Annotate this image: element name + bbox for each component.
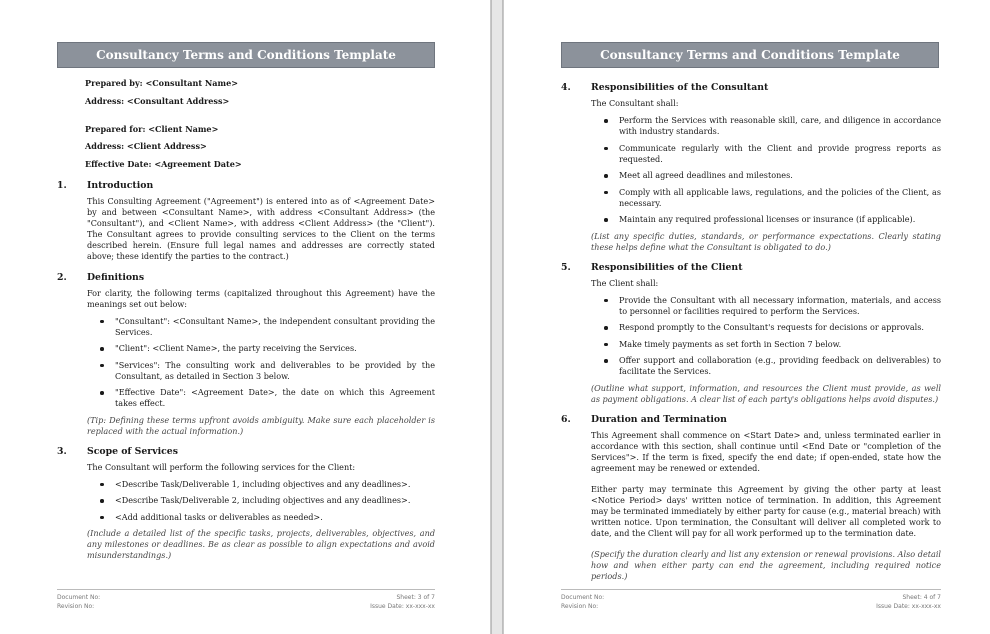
revision-number: Revision No:: [561, 603, 599, 610]
list-item: Comply with all applicable laws, regulations, and the policies of the Client, as necessary.: [591, 187, 941, 209]
list-item: "Services": The consulting work and deliverables to be provided by the Consultant, as detailed in Section 3 below.: [87, 360, 435, 382]
section-title: Duration and Termination: [591, 413, 727, 425]
issue-date: Issue Date: xx-xxx-xx: [370, 603, 435, 610]
section-heading: [57, 446, 435, 457]
section-heading: [57, 272, 435, 283]
revision-number: Revision No:: [57, 603, 95, 610]
bullet-icon: [100, 391, 104, 395]
list-item: Make timely payments as set forth in Section 7 below.: [591, 339, 941, 350]
definitions-list: [87, 316, 435, 410]
list-item: "Client": <Client Name>, the party receiving the Services.: [87, 343, 435, 354]
sheet-number: Sheet: 3 of 7: [396, 594, 435, 601]
bullet-icon: [100, 483, 104, 487]
section-number: 5.: [561, 261, 571, 273]
list-item: "Effective Date": <Agreement Date>, the date on which this Agreement takes effect.: [87, 387, 435, 409]
client-duties-list: [591, 295, 941, 378]
section-title: Definitions: [87, 271, 145, 283]
bullet-icon: [604, 326, 608, 330]
section-note: (Tip: Defining these terms upfront avoids ambiguity. Make sure each placeholder is replaced with the actual information.): [87, 414, 435, 436]
section-title: Responsibilities of the Client: [591, 261, 743, 273]
page-content: [561, 78, 941, 591]
section-paragraph: This Consulting Agreement ("Agreement") is entered into as of <Agreement Date> by and between <Consultant Name>, with address <Consultant Address> (the "Consultant"), and <Client Name>, with address <Client Address> (the "Client"). The Consultant agrees to provide consulting services to the Client on the terms described herein. (Ensure full legal names and addresses are correctly stated above; these identify the parties to the contract.): [87, 195, 435, 261]
list-item: Perform the Services with reasonable skill, care, and diligence in accordance with industry standards.: [591, 115, 941, 137]
bullet-icon: [604, 147, 608, 151]
bullet-icon: [604, 218, 608, 222]
section-title: Introduction: [87, 179, 154, 191]
effective-date: Effective Date: <Agreement Date>: [85, 158, 242, 169]
bullet-icon: [604, 299, 608, 303]
bullet-icon: [100, 499, 104, 503]
section-heading: [561, 414, 941, 425]
section-title: Scope of Services: [87, 445, 178, 457]
document-page-3: [0, 0, 491, 634]
list-item: <Describe Task/Deliverable 1, including objectives and any deadlines>.: [87, 479, 435, 490]
document-number: Document No:: [57, 594, 101, 601]
sheet-number: Sheet: 4 of 7: [902, 594, 941, 601]
section-paragraph: The Consultant will perform the following services for the Client:: [87, 461, 356, 472]
page-gutter: [491, 0, 503, 634]
section-paragraph: The Consultant shall:: [591, 98, 679, 108]
consultant-address: Address: <Consultant Address>: [85, 95, 230, 106]
section-number: 1.: [57, 179, 67, 191]
list-item: <Describe Task/Deliverable 2, including objectives and any deadlines>.: [87, 495, 435, 506]
section-note: (Include a detailed list of the specific tasks, projects, deliverables, objectives, and any milestones or deadlines. Be as clear as possible to align expectations and avoid misunderstandings.): [87, 528, 435, 560]
page-header-banner: Consultancy Terms and Conditions Template: [57, 42, 435, 68]
document-page-4: [503, 0, 990, 634]
list-item: "Consultant": <Consultant Name>, the independent consultant providing the Services.: [87, 316, 435, 338]
list-item: Offer support and collaboration (e.g., providing feedback on deliverables) to facilitate the Services.: [591, 355, 941, 377]
list-item: Provide the Consultant with all necessary information, materials, and access to personnel or facilities required to perform the Services.: [591, 295, 941, 317]
bullet-icon: [604, 343, 608, 347]
issue-date: Issue Date: xx-xxx-xx: [876, 603, 941, 610]
prepared-for: Prepared for: <Client Name>: [85, 123, 219, 134]
section-paragraph: The Client shall:: [591, 277, 659, 288]
section-number: 4.: [561, 82, 571, 93]
section-number: 6.: [561, 413, 571, 425]
section-number: 3.: [57, 445, 67, 457]
bullet-icon: [604, 119, 608, 123]
services-list: [87, 479, 435, 523]
page-footer: [57, 589, 435, 611]
section-heading: [57, 180, 435, 191]
section-paragraph: Either party may terminate this Agreement by giving the other party at least <Notice Period> days' written notice of termination. In addition, this Agreement may be terminated immediately by either party for cause (e.g., material breach) with written notice. Upon termination, the Consultant will deliver all completed work to date, and the Client will pay for all work performed up to the termination date.: [591, 483, 941, 538]
section-number: 2.: [57, 271, 67, 283]
client-address: Address: <Client Address>: [85, 141, 207, 151]
list-item: Maintain any required professional licenses or insurance (if applicable).: [591, 214, 941, 225]
bullet-icon: [100, 364, 104, 368]
section-note: (Outline what support, information, and resources the Client must provide, as well as payment obligations. A clear list of each party's obligations helps avoid disputes.): [591, 382, 941, 404]
consultant-duties-list: [591, 115, 941, 225]
list-item: <Add additional tasks or deliverables as needed>.: [87, 512, 435, 523]
bullet-icon: [604, 174, 608, 178]
document-number: Document No:: [561, 594, 605, 601]
list-item: Meet all agreed deadlines and milestones.: [591, 170, 941, 181]
section-paragraph: For clarity, the following terms (capitalized throughout this Agreement) have the meanings set out below:: [87, 287, 435, 309]
bullet-icon: [604, 359, 608, 363]
prepared-by: Prepared by: <Consultant Name>: [85, 78, 239, 88]
page-footer: [561, 589, 941, 611]
list-item: Respond promptly to the Consultant's requests for decisions or approvals.: [591, 322, 941, 333]
section-note: (Specify the duration clearly and list any extension or renewal provisions. Also detail how and when either party can end the agreement, including required notice periods.): [591, 548, 941, 581]
bullet-icon: [100, 516, 104, 520]
bullet-icon: [100, 320, 104, 324]
section-heading: [561, 262, 941, 273]
page-content: [57, 78, 435, 570]
page-header-banner: Consultancy Terms and Conditions Template: [561, 42, 939, 68]
section-paragraph: This Agreement shall commence on <Start Date> and, unless terminated earlier in accordance with this section, shall continue until <End Date or "completion of the Services">. If the term is fixed, specify the end date; if open-ended, state how the agreement may be renewed or extended.: [591, 429, 941, 473]
bullet-icon: [100, 347, 104, 351]
list-item: Communicate regularly with the Client and provide progress reports as requested.: [591, 143, 941, 165]
bullet-icon: [604, 191, 608, 195]
section-title: Responsibilities of the Consultant: [591, 82, 769, 93]
section-note: (List any specific duties, standards, or performance expectations. Clearly stating these helps define what the Consultant is obligated to do.): [591, 230, 941, 252]
section-heading: [561, 82, 941, 93]
